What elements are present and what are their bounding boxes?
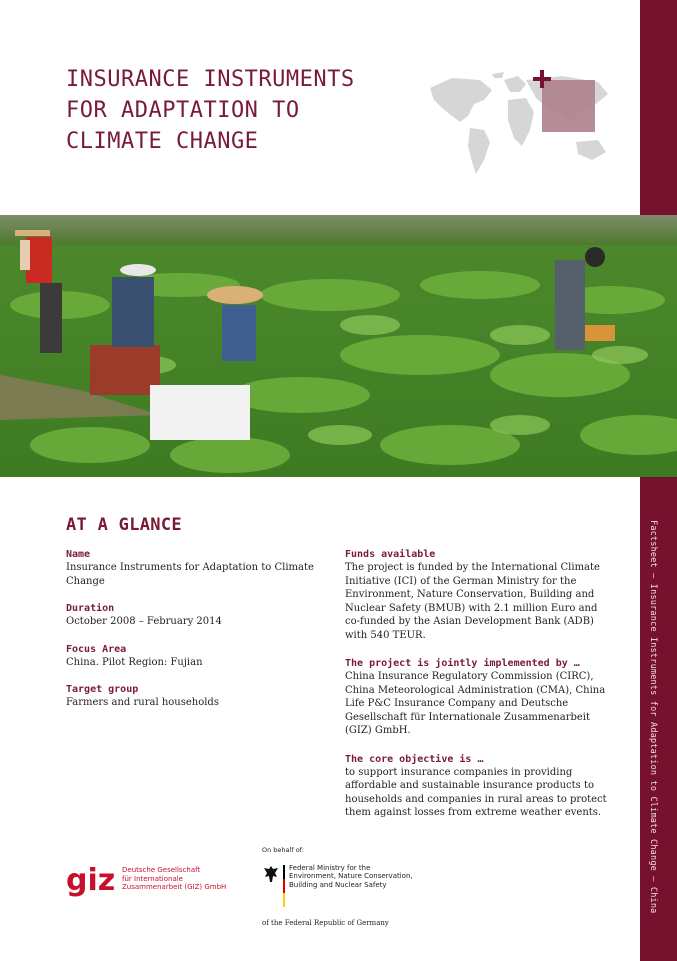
page-title [66,64,396,157]
implemented-value: China Insurance Regulatory Commission (CIRC), China Meteorological Administration (CMA), China Life P&C Insurance Company and Deutsche Gesellschaft für Internationale Zusammenarbeit (GIZ) GmbH. [345,671,606,736]
objective-label: The core objective is … [345,753,484,765]
ministry-line-2: Environment, Nature Conservation, [289,872,413,881]
ministry-line-3: Building and Nuclear Safety [289,880,387,889]
ministry-line-1: Federal Ministry for the [289,864,371,872]
giz-line-3: Zusammenarbeit (GIZ) GmbH [122,883,227,892]
ministry-name [289,864,413,889]
side-caption: Factsheet – Insurance Instruments for Adaptation to Climate Change – China [648,520,658,914]
objective-value: to support insurance companies in providing affordable and sustainable insurance products to households and companies in rural areas to protect them against losses from extreme weather events. [345,766,607,818]
target-group-value: Farmers and rural households [66,697,219,708]
farm-photo [0,215,677,477]
glance-left-column [66,548,326,724]
side-color-bar [640,0,677,961]
glance-right-column [345,548,610,835]
name-label: Name [66,549,91,560]
duration-value: October 2008 – February 2014 [66,616,222,627]
plus-icon [533,70,551,88]
svg-text:giz: giz [66,863,116,898]
funds-value: The project is funded by the International Climate Initiative (ICI) of the German Ministry for the Environment, Nature Conservation, Building and Nuclear Safety (BMUB) with 2.1 million Euro and co-funded by the Asian Development Bank (ADB) with 540 TEUR. [345,562,600,641]
target-group-label: Target group [66,684,139,695]
focus-area-value: China. Pilot Region: Fujian [66,656,203,668]
funds-label: Funds available [345,549,436,560]
section-heading: AT A GLANCE [66,515,182,535]
title-line-1: INSURANCE INSTRUMENTS [66,67,355,92]
title-line-2: FOR ADAPTATION TO [66,98,300,123]
focus-area-label: Focus Area [66,643,127,655]
federal-republic-label: of the Federal Republic of Germany [262,919,389,927]
title-line-3: CLIMATE CHANGE [66,129,259,154]
giz-logo [66,860,116,900]
giz-line-2: für Internationale [122,874,183,883]
federal-eagle-icon [263,865,279,883]
giz-name [122,866,226,892]
on-behalf-label: On behalf of: [262,846,304,854]
name-value: Insurance Instruments for Adaptation to Climate Change [66,562,314,587]
german-flag-bar [283,865,285,907]
implemented-label: The project is jointly implemented by … [345,658,580,669]
duration-label: Duration [66,603,115,614]
giz-line-1: Deutsche Gesellschaft [122,866,201,874]
